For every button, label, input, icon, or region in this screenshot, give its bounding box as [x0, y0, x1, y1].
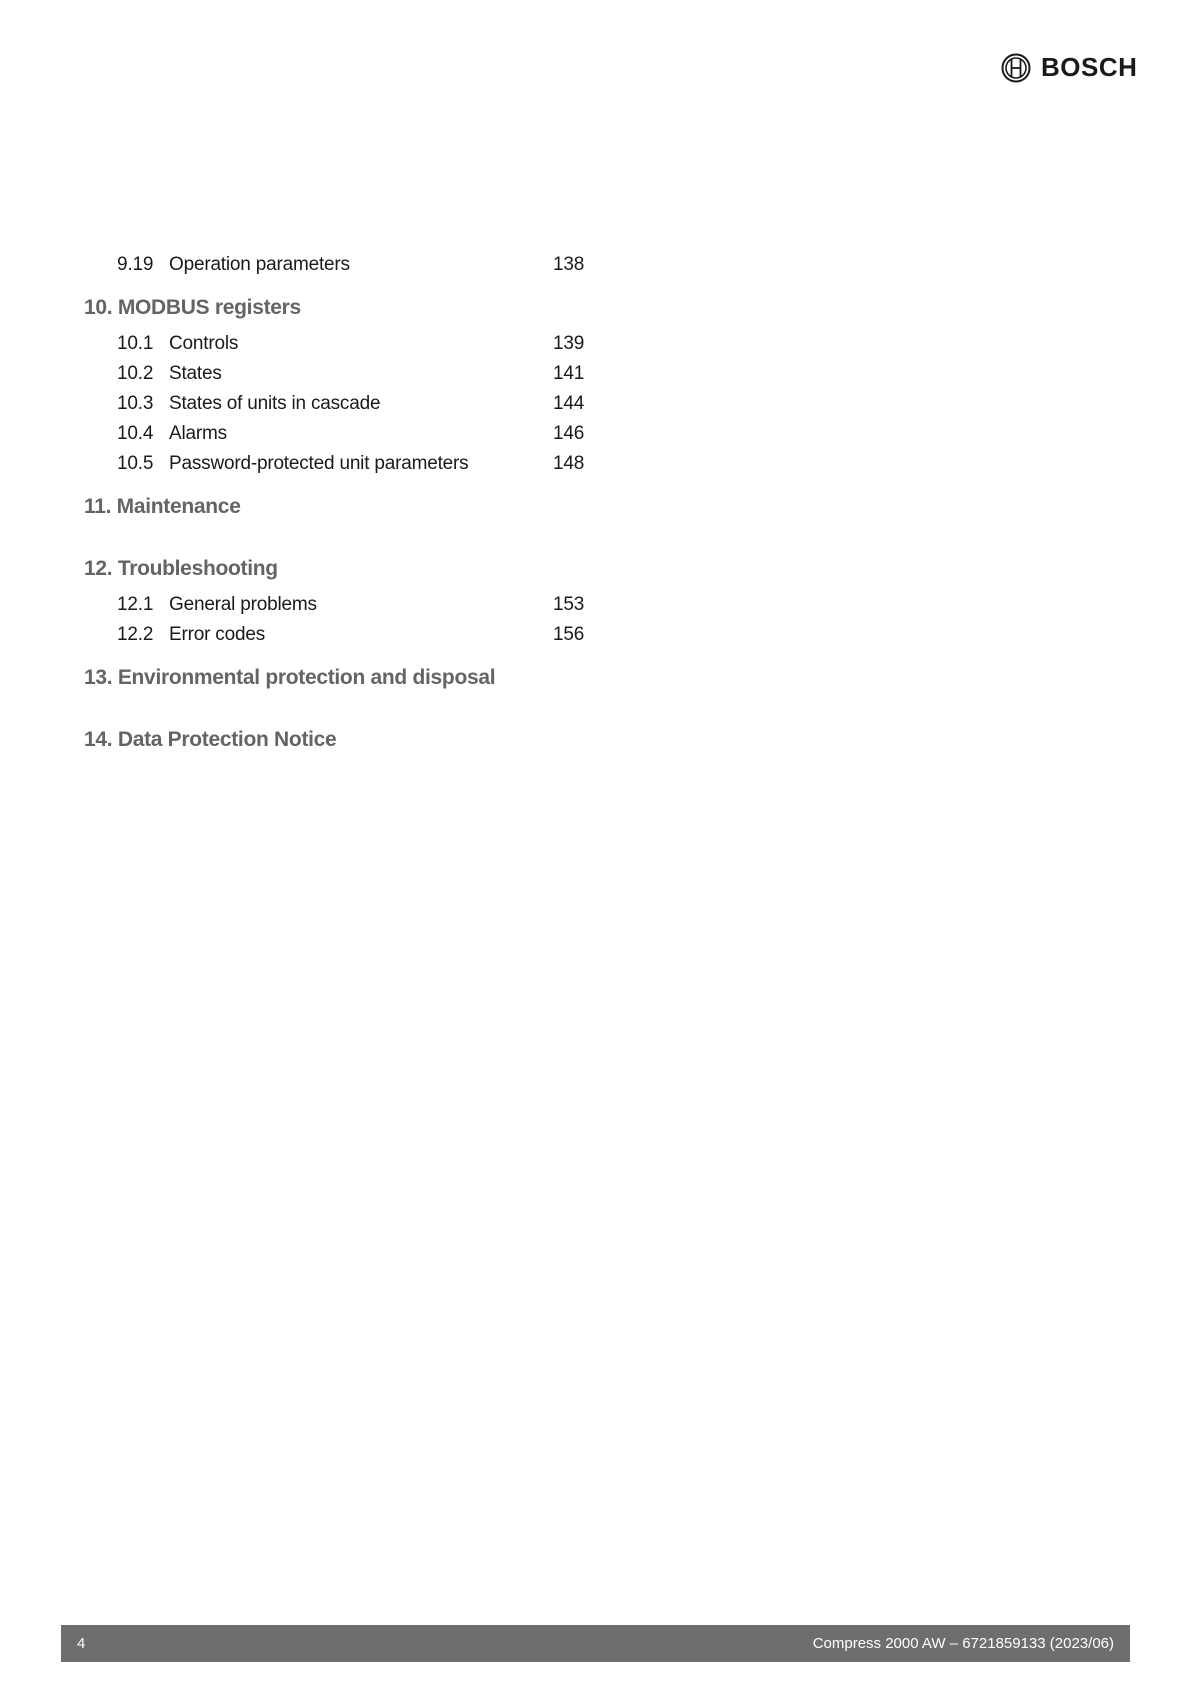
toc-entry-title: General problems — [169, 594, 317, 615]
page-footer — [61, 1625, 1130, 1662]
toc-entry-page: 146 — [553, 423, 585, 444]
toc-entry-title: Error codes — [169, 624, 266, 645]
toc-entry-page: 153 — [553, 594, 585, 615]
toc-entry[interactable] — [0, 250, 1191, 280]
toc-chapter-heading[interactable]: 10. MODBUS registers — [84, 296, 301, 319]
toc-chapter-heading[interactable]: 13. Environmental protection and disposal — [84, 666, 496, 689]
toc-entry-number: 10.4 — [117, 423, 154, 444]
toc-entry[interactable] — [0, 389, 1191, 419]
toc-entry-number: 10.3 — [117, 393, 154, 414]
toc-entry-page: 148 — [553, 453, 585, 474]
toc-entry-number: 10.2 — [117, 363, 154, 384]
toc-chapter-heading[interactable]: 14. Data Protection Notice — [84, 728, 337, 751]
brand-name: BOSCH — [1041, 52, 1138, 82]
bosch-armature-icon — [1001, 53, 1031, 83]
toc-entry-page: 141 — [553, 363, 585, 384]
toc-entry-title: States — [169, 363, 222, 384]
toc-entry-title: Operation parameters — [169, 254, 350, 275]
toc-entry-title: States of units in cascade — [169, 393, 381, 414]
footer-page-number: 4 — [77, 1635, 86, 1652]
toc-entry[interactable] — [0, 359, 1191, 389]
toc-entry-page: 139 — [553, 333, 585, 354]
toc-entry-number: 12.1 — [117, 594, 154, 615]
toc-entry-number: 10.5 — [117, 453, 154, 474]
toc-entry-title: Password-protected unit parameters — [169, 453, 469, 474]
toc-entry[interactable] — [0, 449, 1191, 479]
toc-entry-page: 138 — [553, 254, 585, 275]
toc-entry-page: 156 — [553, 624, 585, 645]
toc-entry-title: Controls — [169, 333, 239, 354]
toc-entry-number: 12.2 — [117, 624, 154, 645]
toc-entry-number: 10.1 — [117, 333, 154, 354]
brand-logo — [1001, 52, 1137, 83]
toc-entry-title: Alarms — [169, 423, 227, 444]
footer-document-info: Compress 2000 AW – 6721859133 (2023/06) — [812, 1635, 1114, 1652]
toc-entry-number: 9.19 — [117, 254, 154, 275]
toc-entry[interactable] — [0, 590, 1191, 620]
toc-entry[interactable] — [0, 419, 1191, 449]
toc-entry-page: 144 — [553, 393, 585, 414]
toc-entry[interactable] — [0, 620, 1191, 650]
toc-chapter-heading[interactable]: 12. Troubleshooting — [84, 557, 278, 580]
toc-entry[interactable] — [0, 329, 1191, 359]
toc-chapter-heading[interactable]: 11. Maintenance — [84, 495, 241, 518]
table-of-contents — [0, 250, 1191, 761]
